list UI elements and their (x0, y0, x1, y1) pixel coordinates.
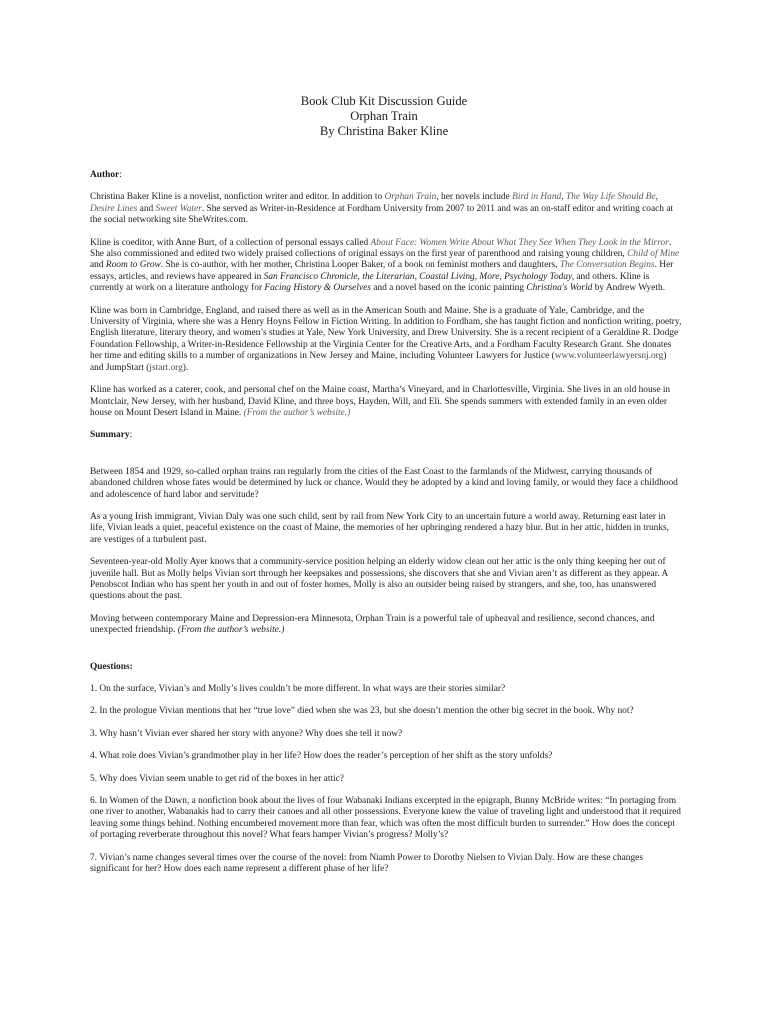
author-paragraph-2: Kline is coeditor, with Anne Burt, of a collection of personal essays called About Face: Women Write About What They See When They Look in the Mirror. She also commissioned and edited two widely praised collections of original essays on the first year of parenthood and raising young children, Child of Mine and Room to Grow. She is co-author, with her mother, Christina Looper Baker, of a book on feminist mothers and daughters, The Conversation Begins. Her essays, articles, and reviews have appeared in San Francisco Chronicle, the Literarian, Coastal Living, More, Psychology Today, and others. Kline is currently at work on a literature anthology for Facing History & Ourselves and a novel based on the iconic painting Christina's World by Andrew Wyeth. (90, 237, 680, 294)
book-link-orphan-train[interactable]: Orphan Train (384, 192, 437, 203)
book-link-child-of-mine[interactable]: Child of Mine (627, 249, 680, 260)
book-link-conversation-begins[interactable]: The Conversation Begins (559, 260, 655, 271)
author-source-note: (From the author’s website.) (243, 407, 351, 418)
book-title-room-to-grow: Room to Grow (105, 260, 161, 271)
questions-list (90, 684, 682, 875)
summary-paragraph-2: As a young Irish immigrant, Vivian Daly was one such child, sent by rail from New York City to an uncertain future a world away. Returning east later in life, Vivian leads a quiet, peaceful existence on the coast of Maine, the memories of her upbringing rendered a hazy blur. But in her attic, hidden in trunks, are vestiges of a turbulent past. (90, 511, 670, 545)
question-item: 3. Why hasn’t Vivian ever shared her story with anyone? Why does she tell it now? (90, 728, 403, 739)
book-title: Orphan Train (350, 109, 418, 123)
summary-source-note: (From the author’s website.) (177, 625, 285, 636)
summary-paragraph-1: Between 1854 and 1929, so-called orphan trains ran regularly from the cities of the East Coast to the farmlands of the Midwest, carrying thousands of abandoned children whose fates would be determined by luck or chance. Would they be adopted by a kind and loving family, or would they face a childhood and adolescence of hard labor and servitude? (90, 466, 678, 500)
document-title-block (0, 94, 768, 139)
question-item: 6. In Women of the Dawn, a nonfiction book about the lives of four Wabanaki Indians excerpted in the epigraph, Bunny McBride writes: “In portaging from one river to another, Wabanakis had to carry their canoes and all other possessions. Everyone knew the value of traveling light and understood that it required leaving some things behind. Nothing encumbered movement more than fear, which was often the most difficult burden to surrender.” How does the concept of portaging reverberate throughout this novel? What fears hamper Vivian’s progress? Molly’s? (90, 796, 681, 841)
jumpstart-url-link[interactable]: jstart.org (149, 362, 183, 373)
summary-paragraph-4: Moving between contemporary Maine and Depression-era Minnesota, Orphan Train is a powerful tale of upheaval and resilience, second chances, and unexpected friendship. (From the author’s website.) (90, 613, 655, 636)
publication-list: San Francisco Chronicle, the Literarian, Coastal Living, More, Psychology Today, (263, 271, 575, 282)
book-link-sweet-water[interactable]: Sweet Water (155, 203, 202, 214)
book-link-bird-in-hand[interactable]: Bird in Hand (512, 192, 562, 203)
summary-paragraph-3: Seventeen-year-old Molly Ayer knows that a community-service position helping an elderly widow clean out her attic is the only thing keeping her out of juvenile hall. But as Molly helps Vivian sort through her keepsakes and possessions, she discovers that she and Vivian aren’t as different as they appear. A Penobscot Indian who has spent her youth in and out of foster homes, Molly is also an outsider being raised by strangers, and she, too, has unanswered questions about the past. (90, 557, 668, 602)
question-item: 2. In the prologue Vivian mentions that her “true love” died when she was 23, but she doesn’t mention the other big secret in the book. Why not? (90, 706, 634, 717)
question-item: 7. Vivian’s name changes several times over the course of the novel: from Niamh Power to Dorothy Nielsen to Vivian Daly. How are these changes significant for her? How does each name represent a different phase of her life? (90, 852, 643, 875)
question-item: 5. Why does Vivian seem unable to get rid of the boxes in her attic? (90, 773, 344, 784)
author-paragraph-3: Kline was born in Cambridge, England, and raised there as well as in the American South and Maine. She is a graduate of Yale, Cambridge, and the University of Virginia, where she was a Henry Hoyns Fellow in Fiction Writing. In addition to Fordham, she has taught fiction and nonfiction writing, poetry, English literature, literary theory, and women’s studies at Yale, New York University, and Drew University. She is a recent recipient of a Geraldine R. Dodge Foundation Fellowship, a Writer-in-Residence Fellowship at the Virginia Center for the Creative Arts, and a Fordham Faculty Research Grant. She donates her time and editing skills to a number of organizations in New Jersey and Maine, including Volunteer Lawyers for Justice (www.volunteerlawyersnj.org) and JumpStart (jstart.org). (90, 305, 682, 373)
author-paragraph-4: Kline has worked as a caterer, cook, and personal chef on the Maine coast, Martha’s Vineyard, and in Charlottesville, Virginia. She lives in an old house in Montclair, New Jersey, with her husband, David Kline, and three boys, Hayden, Will, and Eli. She spends summers with extended family in an even older house on Mount Desert Island in Maine. (From the author’s website.) (90, 385, 671, 418)
book-author: By Christina Baker Kline (319, 124, 449, 138)
questions-heading: Questions: (90, 661, 133, 672)
book-link-about-face[interactable]: About Face: Women Write About What They See When They Look in the Mirror (370, 237, 669, 248)
guide-title: Book Club Kit Discussion Guide (300, 94, 468, 108)
document-body (90, 170, 682, 886)
author-paragraph-1: Christina Baker Kline is a novelist, nonfiction writer and editor. In addition to Orphan Train, her novels include Bird in Hand, The Way Life Should Be, Desire Lines and Sweet Water. She served as Writer-in-Residence at Fordham University from 2007 to 2011 and was an on-staff editor and writing coach at the social networking site SheWrites.com. (90, 192, 674, 226)
author-heading: Author: (90, 170, 122, 180)
anthology-title: Facing History & Ourselves (264, 283, 371, 294)
book-link-desire-lines[interactable]: Desire Lines (90, 203, 138, 214)
vlj-url-link[interactable]: www.volunteerlawyersnj.org (554, 351, 664, 362)
painting-title: Christina's World (526, 283, 593, 294)
book-link-the-way-life-should-be[interactable]: The Way Life Should Be (565, 192, 656, 203)
question-item: 1. On the surface, Vivian’s and Molly’s lives couldn’t be more different. In what ways are their stories similar? (90, 684, 506, 694)
question-item: 4. What role does Vivian’s grandmother play in her life? How does the reader’s perception of her shift as the story unfolds? (90, 751, 553, 762)
summary-heading: Summary: (90, 430, 133, 441)
